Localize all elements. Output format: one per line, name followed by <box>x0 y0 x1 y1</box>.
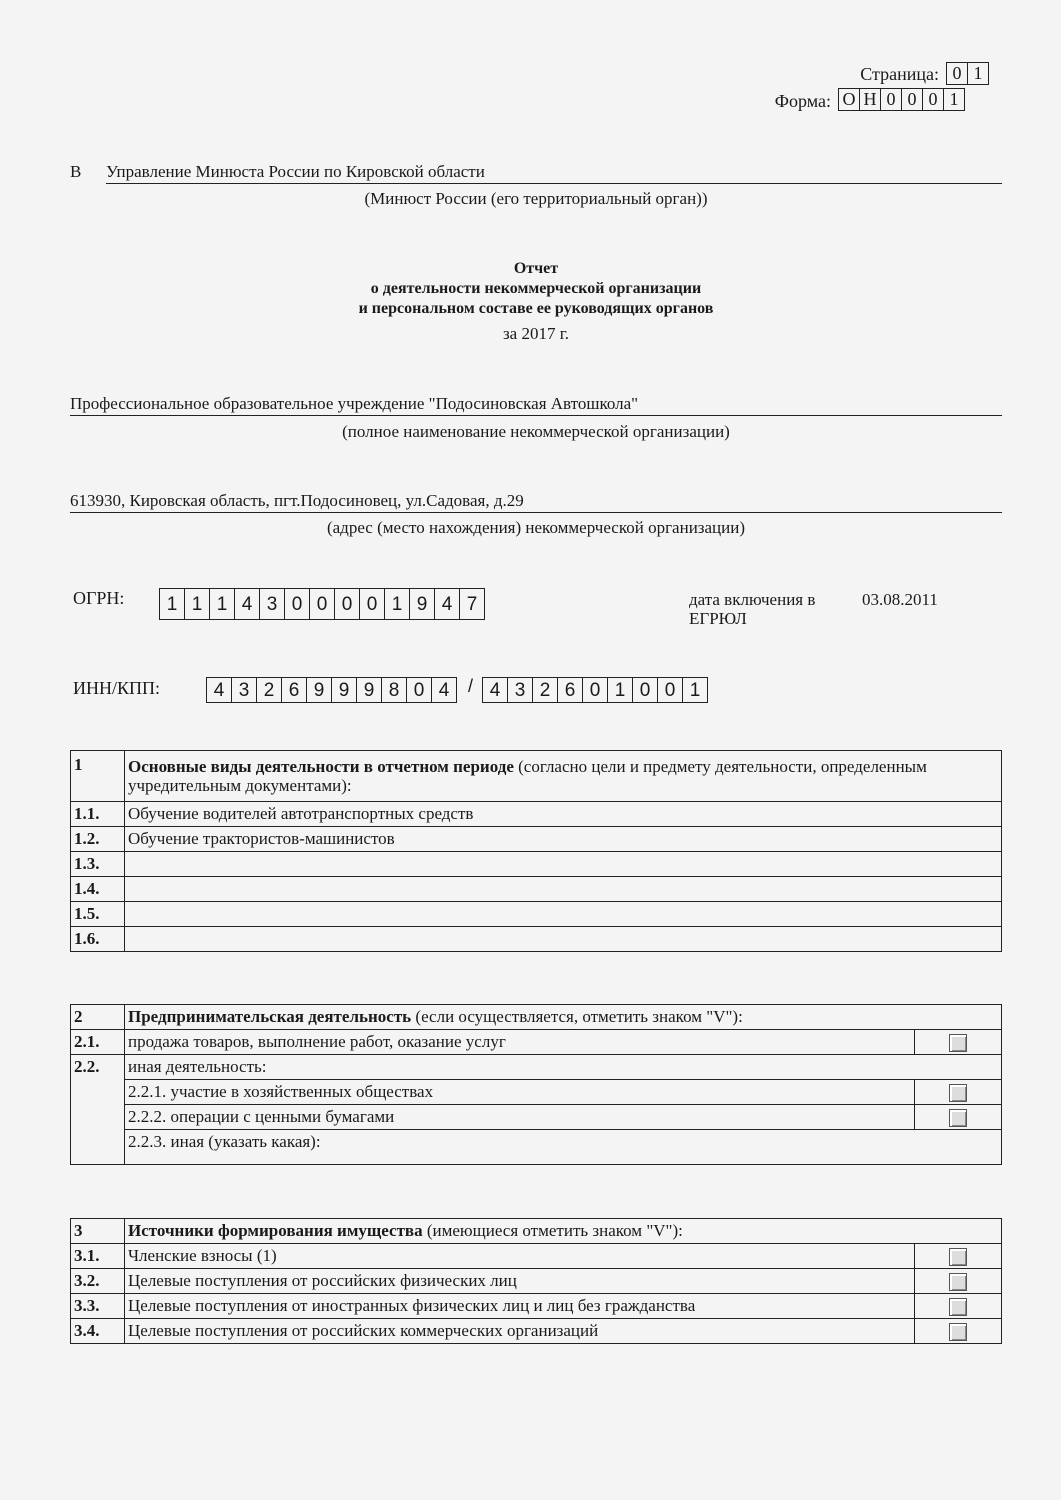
ogrn-digit: 3 <box>259 588 284 620</box>
row-number: 3.3. <box>71 1294 125 1319</box>
checkbox[interactable] <box>949 1084 967 1102</box>
table-row <box>71 1105 1002 1130</box>
row-number: 1.1. <box>71 802 125 827</box>
row-text: 2.2.3. иная (указать какая): <box>125 1130 1002 1165</box>
organization-address-caption: (адрес (место нахождения) некоммерческой организации) <box>326 518 746 537</box>
inn-digit: 9 <box>331 677 356 703</box>
inn-digit: 9 <box>356 677 381 703</box>
section3-title-rest: (имеющиеся отметить знаком "V"): <box>422 1221 683 1240</box>
row-number: 1.5. <box>71 902 125 927</box>
report-period: за 2017 г. <box>502 324 570 343</box>
ogrn-digit: 0 <box>359 588 384 620</box>
inn-digit: 4 <box>431 677 457 703</box>
row-number: 1.6. <box>71 927 125 952</box>
row-text <box>125 927 1002 952</box>
page-digit: 0 <box>946 62 967 85</box>
inn-digit: 4 <box>206 677 231 703</box>
inn-digit: 0 <box>406 677 431 703</box>
row-number: 1.2. <box>71 827 125 852</box>
checkbox-cell <box>915 1244 1002 1269</box>
ogrn-digit: 0 <box>284 588 309 620</box>
section2-number: 2 <box>71 1005 125 1030</box>
section2-table <box>70 1004 1002 1165</box>
section1-title-rest: (согласно цели и предмету деятельности, определенным учредительным документами): <box>128 757 927 795</box>
section1-number: 1 <box>71 751 125 802</box>
kpp-digit: 0 <box>632 677 657 703</box>
form-char: 0 <box>880 88 901 111</box>
egrul-date: 03.08.2011 <box>862 590 938 609</box>
organization-full-name: Профессиональное образовательное учреждение "Подосиновская Автошкола" <box>70 394 1002 416</box>
checkbox[interactable] <box>949 1248 967 1266</box>
row-number: 3.2. <box>71 1269 125 1294</box>
report-subtitle-2: и персональном составе ее руководящих органов <box>358 300 714 317</box>
section2-header-row <box>71 1005 1002 1030</box>
page-number-label: Страница: <box>860 64 939 84</box>
row-text: иная деятельность: <box>125 1055 1002 1080</box>
row-number: 1.4. <box>71 877 125 902</box>
row-number: 3.1. <box>71 1244 125 1269</box>
row-text: Членские взносы (1) <box>125 1244 915 1269</box>
checkbox-cell <box>915 1080 1002 1105</box>
kpp-digit: 0 <box>582 677 607 703</box>
section2-title-bold: Предпринимательская деятельность <box>128 1007 412 1026</box>
organization-name-caption: (полное наименование некоммерческой организации) <box>342 422 730 441</box>
row-text: Целевые поступления от иностранных физических лиц и лиц без гражданства <box>125 1294 915 1319</box>
section1-title <box>125 751 1002 802</box>
row-number: 1.3. <box>71 852 125 877</box>
form-char: 0 <box>922 88 943 111</box>
row-number: 3.4. <box>71 1319 125 1344</box>
kpp-digit: 1 <box>607 677 632 703</box>
table-row <box>71 877 1002 902</box>
form-code-cells <box>838 88 965 111</box>
section1-title-bold: Основные виды деятельности в отчетном периоде <box>128 757 514 776</box>
ogrn-digit: 1 <box>184 588 209 620</box>
checkbox-cell <box>915 1269 1002 1294</box>
section3-title <box>125 1219 1002 1244</box>
form-char: Н <box>859 88 880 111</box>
inn-kpp-label: ИНН/КПП: <box>73 678 161 698</box>
row-number: 2.1. <box>71 1030 125 1055</box>
kpp-cells <box>482 677 708 703</box>
ogrn-label: ОГРН: <box>73 588 125 608</box>
page-number-cells <box>946 62 989 85</box>
row-text <box>125 902 1002 927</box>
row-text: 2.2.2. операции с ценными бумагами <box>125 1105 915 1130</box>
addressee-name: Управление Минюста России по Кировской области <box>106 162 1002 184</box>
checkbox-cell <box>915 1105 1002 1130</box>
kpp-digit: 2 <box>532 677 557 703</box>
checkbox[interactable] <box>949 1109 967 1127</box>
ogrn-digit: 0 <box>309 588 334 620</box>
inn-digit: 3 <box>231 677 256 703</box>
addressee-caption: (Минюст России (его территориальный орган)) <box>364 189 708 208</box>
ogrn-digit: 4 <box>434 588 459 620</box>
ogrn-digit: 0 <box>334 588 359 620</box>
table-row <box>71 902 1002 927</box>
row-text <box>125 877 1002 902</box>
row-text: Целевые поступления от российских коммерческих организаций <box>125 1319 915 1344</box>
section3-title-bold: Источники формирования имущества <box>128 1221 423 1240</box>
form-char: О <box>838 88 859 111</box>
table-row <box>71 1269 1002 1294</box>
table-row <box>71 1130 1002 1165</box>
addressee-prefix: В <box>70 162 82 181</box>
ogrn-digit: 1 <box>209 588 234 620</box>
ogrn-digit: 7 <box>459 588 485 620</box>
ogrn-digit: 4 <box>234 588 259 620</box>
row-number: 2.2. <box>71 1055 125 1165</box>
inn-digit: 8 <box>381 677 406 703</box>
section3-number: 3 <box>71 1219 125 1244</box>
kpp-digit: 0 <box>657 677 682 703</box>
egrul-label-2: ЕГРЮЛ <box>689 609 747 628</box>
ogrn-cells <box>159 588 485 620</box>
inn-digit: 2 <box>256 677 281 703</box>
checkbox[interactable] <box>949 1034 967 1052</box>
ogrn-digit: 1 <box>384 588 409 620</box>
page-digit: 1 <box>967 62 989 85</box>
table-row <box>71 1294 1002 1319</box>
table-row <box>71 1055 1002 1080</box>
report-subtitle-1: о деятельности некоммерческой организации <box>370 280 702 297</box>
checkbox-cell <box>915 1319 1002 1344</box>
form-char: 0 <box>901 88 922 111</box>
table-row <box>71 827 1002 852</box>
form-code-label: Форма: <box>774 91 831 111</box>
checkbox[interactable] <box>949 1273 967 1291</box>
inn-digit: 6 <box>281 677 306 703</box>
kpp-digit: 6 <box>557 677 582 703</box>
table-row <box>71 852 1002 877</box>
table-row <box>71 802 1002 827</box>
row-text <box>125 852 1002 877</box>
report-title: Отчет <box>513 260 559 277</box>
checkbox-cell <box>915 1294 1002 1319</box>
section3-table <box>70 1218 1002 1344</box>
section3-header-row <box>71 1219 1002 1244</box>
ogrn-digit: 1 <box>159 588 184 620</box>
table-row <box>71 927 1002 952</box>
row-text: Обучение водителей автотранспортных средств <box>125 802 1002 827</box>
form-char: 1 <box>943 88 965 111</box>
row-text: 2.2.1. участие в хозяйственных обществах <box>125 1080 915 1105</box>
table-row <box>71 1080 1002 1105</box>
row-text: Обучение трактористов-машинистов <box>125 827 1002 852</box>
checkbox[interactable] <box>949 1323 967 1341</box>
checkbox[interactable] <box>949 1298 967 1316</box>
ogrn-digit: 9 <box>409 588 434 620</box>
section2-title-rest: (если осуществляется, отметить знаком "V"): <box>411 1007 743 1026</box>
organization-address: 613930, Кировская область, пгт.Подосиновец, ул.Садовая, д.29 <box>70 491 1002 513</box>
table-row <box>71 1030 1002 1055</box>
section2-title <box>125 1005 1002 1030</box>
inn-digit: 9 <box>306 677 331 703</box>
section1-header-row <box>71 751 1002 802</box>
row-text: Целевые поступления от российских физических лиц <box>125 1269 915 1294</box>
inn-cells <box>206 677 457 703</box>
table-row <box>71 1319 1002 1344</box>
egrul-label-1: дата включения в <box>689 590 816 609</box>
section1-table <box>70 750 1002 952</box>
table-row <box>71 1244 1002 1269</box>
kpp-digit: 4 <box>482 677 507 703</box>
inn-kpp-separator: / <box>468 676 474 696</box>
row-text: продажа товаров, выполнение работ, оказание услуг <box>125 1030 915 1055</box>
checkbox-cell <box>915 1030 1002 1055</box>
kpp-digit: 3 <box>507 677 532 703</box>
kpp-digit: 1 <box>682 677 708 703</box>
